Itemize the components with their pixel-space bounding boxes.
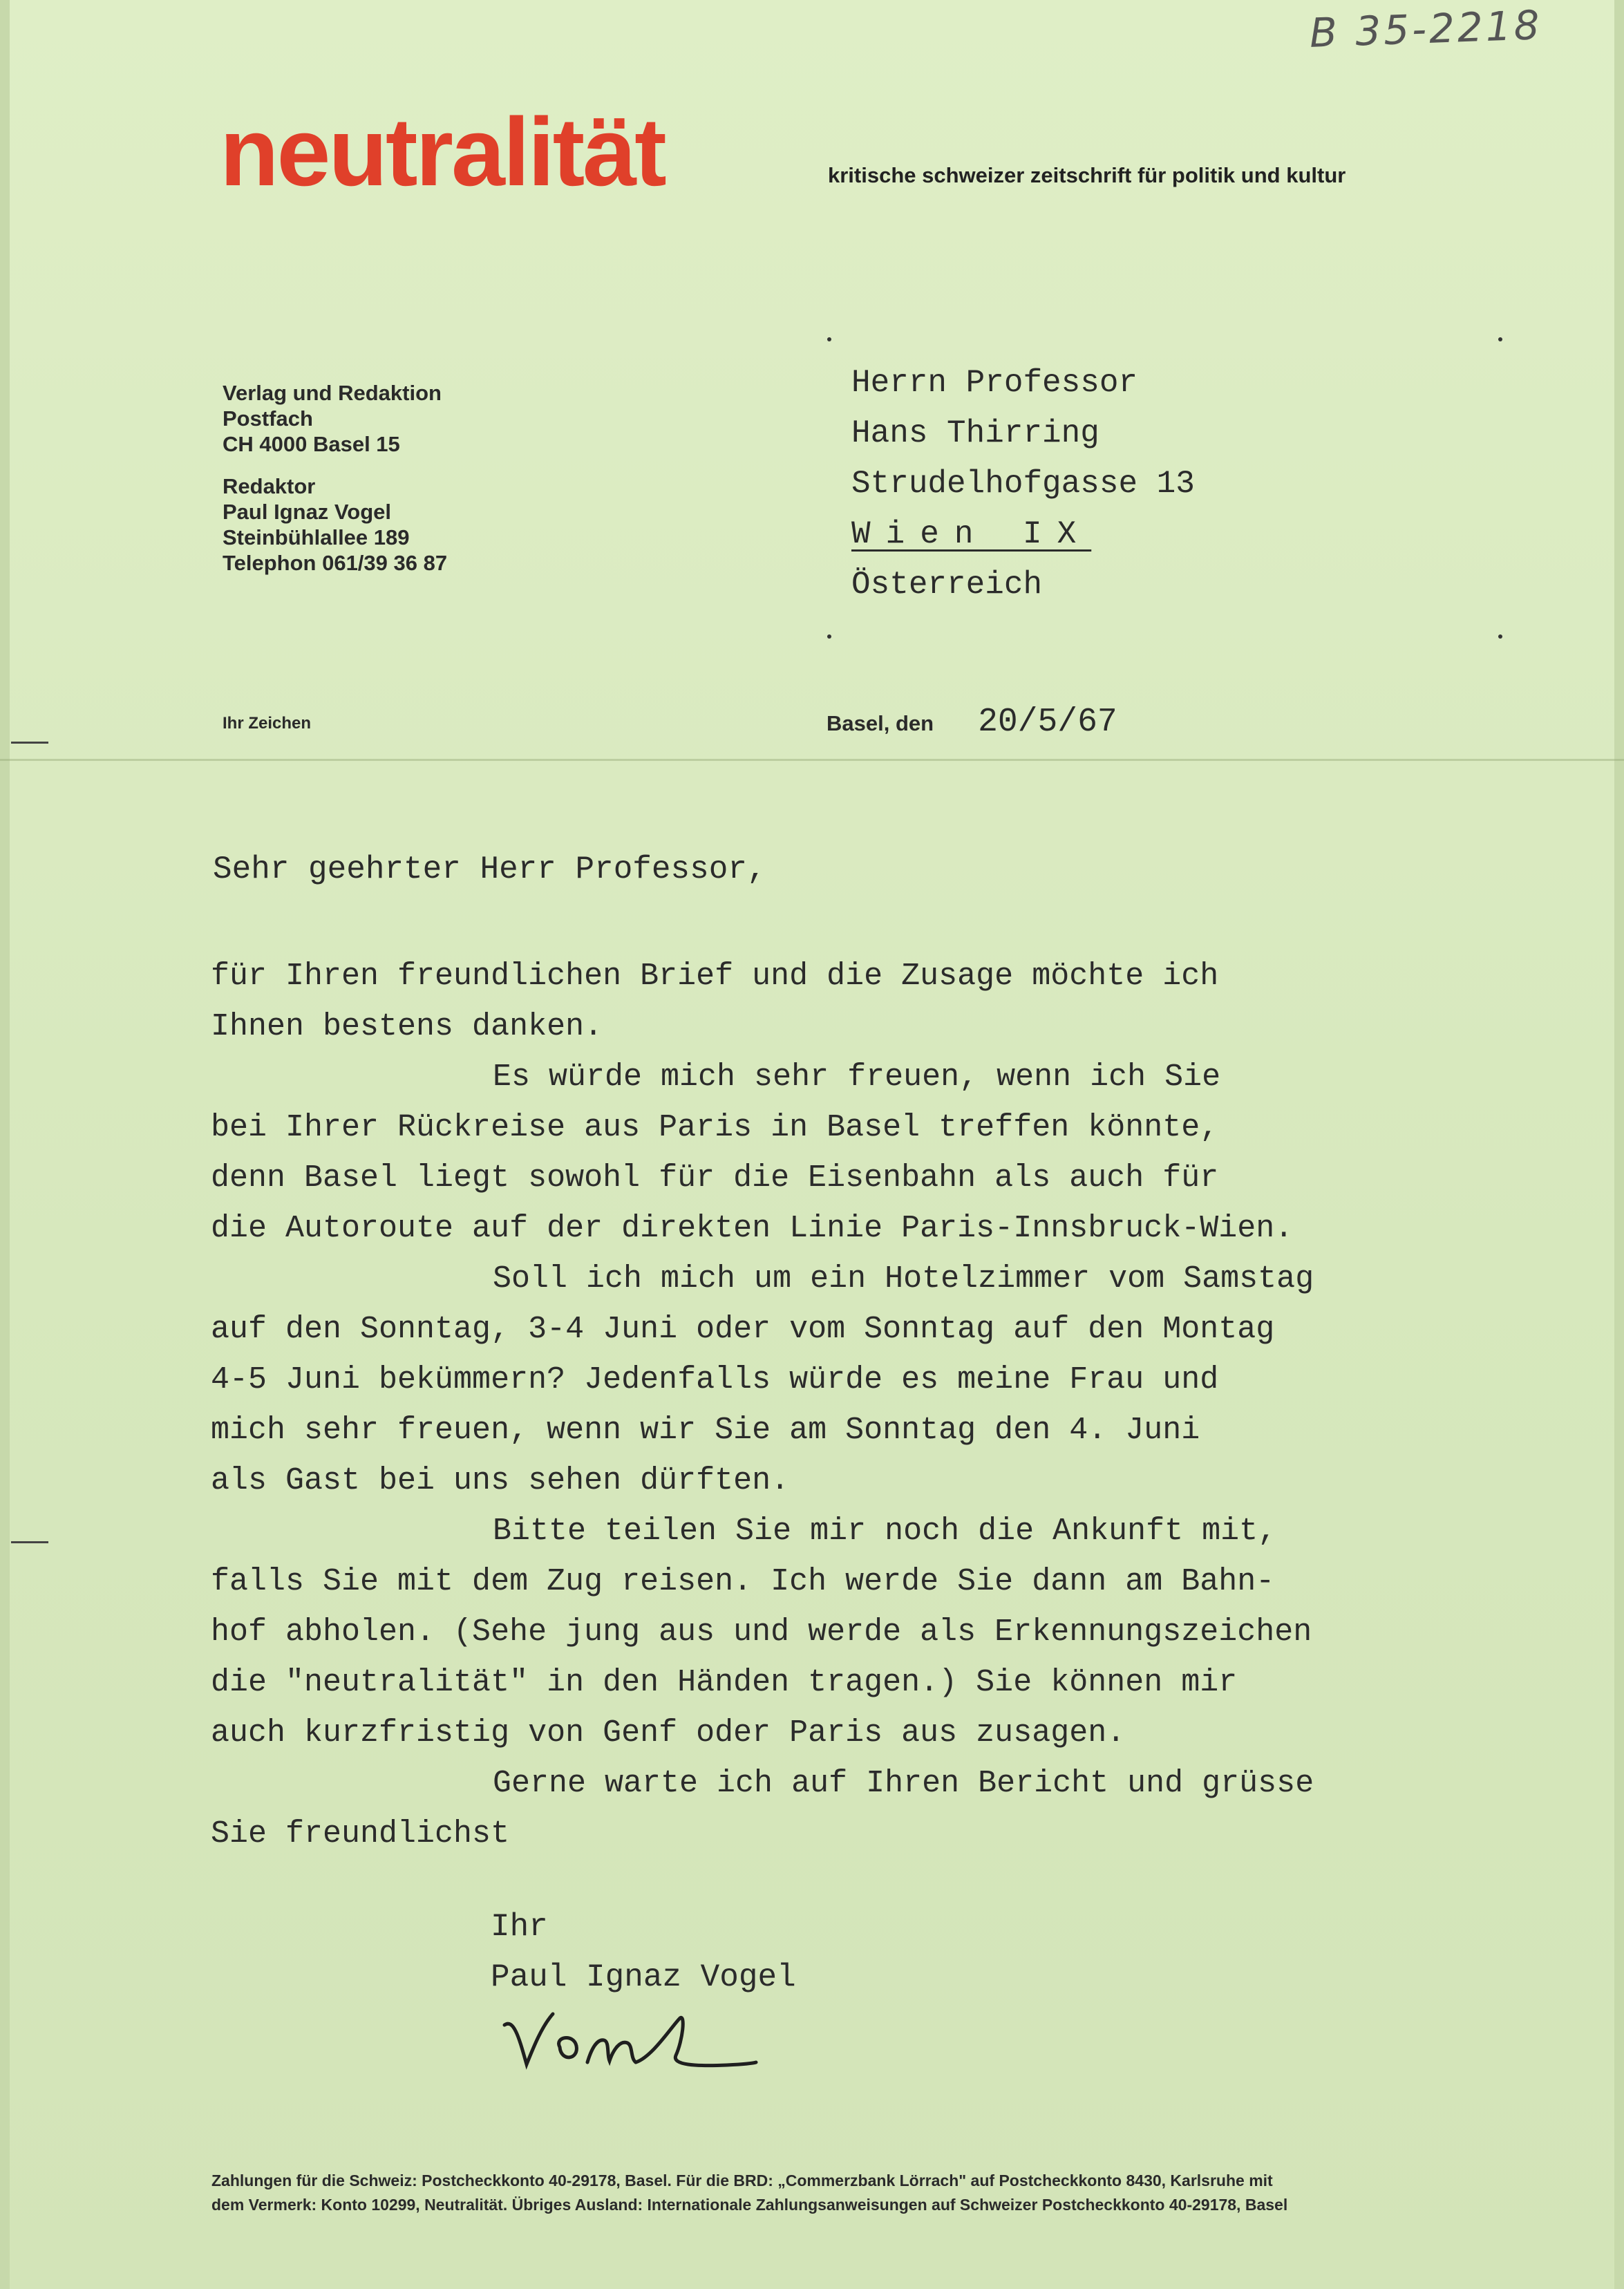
- body-line: Sie freundlichst: [211, 1816, 510, 1852]
- date-label: Basel, den: [827, 711, 934, 735]
- letterhead-logo: neutralität: [220, 97, 665, 206]
- body-line: für Ihren freundlichen Brief und die Zusage möchte ich: [211, 959, 1219, 994]
- letter-date: 20/5/67: [978, 704, 1117, 741]
- letter-body: [211, 951, 1314, 1859]
- recipient-address: [851, 358, 1195, 610]
- editor-line: Redaktor: [223, 474, 316, 498]
- body-line: Ihnen bestens danken.: [211, 1009, 603, 1044]
- fold-mark: [11, 742, 48, 744]
- recipient-line: Hans Thirring: [851, 415, 1099, 451]
- editor-line: Steinbühlallee 189: [223, 525, 410, 549]
- dateline: [827, 704, 1117, 741]
- window-corner-dot: [827, 634, 831, 639]
- publisher-address: [223, 380, 442, 457]
- recipient-line: Strudelhofgasse 13: [851, 466, 1195, 502]
- closing-block: [491, 1902, 796, 2003]
- publisher-line: CH 4000 Basel 15: [223, 432, 400, 456]
- recipient-line: Herrn Professor: [851, 365, 1138, 401]
- body-line: Soll ich mich um ein Hotelzimmer vom Samstag: [493, 1261, 1314, 1297]
- window-corner-dot: [827, 337, 831, 341]
- publisher-line: Postfach: [223, 406, 313, 431]
- letterhead-tagline: kritische schweizer zeitschrift für politik und kultur: [828, 163, 1346, 187]
- editor-line: Telephon 061/39 36 87: [223, 551, 448, 575]
- closing-word: Ihr: [491, 1909, 548, 1945]
- body-line: Gerne warte ich auf Ihren Bericht und grüsse: [493, 1766, 1314, 1801]
- body-line: mich sehr freuen, wenn wir Sie am Sonntag den 4. Juni: [211, 1413, 1200, 1448]
- editor-block: [223, 473, 447, 576]
- body-line: Bitte teilen Sie mir noch die Ankunft mit,: [493, 1514, 1277, 1549]
- window-corner-dot: [1498, 337, 1502, 341]
- salutation: Sehr geehrter Herr Professor,: [213, 851, 766, 887]
- body-line: die "neutralität" in den Händen tragen.) Sie können mir: [211, 1665, 1238, 1700]
- recipient-country: Österreich: [851, 567, 1043, 603]
- body-line: die Autoroute auf der direkten Linie Paris-Innsbruck-Wien.: [211, 1211, 1294, 1246]
- paper-edge-right: [1614, 0, 1624, 2289]
- handwritten-signature: [499, 1999, 762, 2089]
- body-line: auf den Sonntag, 3-4 Juni oder vom Sonntag auf den Montag: [211, 1312, 1275, 1347]
- paper-edge-left: [0, 0, 10, 2289]
- footer-line: dem Vermerk: Konto 10299, Neutralität. Übriges Ausland: Internationale Zahlungsanweisungen auf Schweizer Postcheckkonto 40-29178, Basel: [211, 2196, 1288, 2214]
- body-line: bei Ihrer Rückreise aus Paris in Basel treffen könnte,: [211, 1110, 1219, 1145]
- recipient-city: Wien IX: [851, 516, 1092, 552]
- editor-line: Paul Ignaz Vogel: [223, 500, 392, 524]
- punch-mark: [11, 1541, 48, 1543]
- body-line: Es würde mich sehr freuen, wenn ich Sie: [493, 1059, 1221, 1095]
- footer-line: Zahlungen für die Schweiz: Postcheckkonto 40-29178, Basel. Für die BRD: „Commerzbank Lörrach" auf Postcheckkonto 8430, Karlsruhe mit: [211, 2172, 1273, 2189]
- body-line: hof abholen. (Sehe jung aus und werde als Erkennungszeichen: [211, 1614, 1312, 1650]
- body-line: auch kurzfristig von Genf oder Paris aus zusagen.: [211, 1715, 1126, 1751]
- paper-fold: [0, 759, 1624, 761]
- sender-name: Paul Ignaz Vogel: [491, 1959, 796, 1995]
- body-line: 4-5 Juni bekümmern? Jedenfalls würde es meine Frau und: [211, 1362, 1219, 1397]
- window-corner-dot: [1498, 634, 1502, 639]
- publisher-line: Verlag und Redaktion: [223, 381, 442, 405]
- body-line: denn Basel liegt sowohl für die Eisenbahn als auch für: [211, 1160, 1219, 1196]
- body-line: falls Sie mit dem Zug reisen. Ich werde Sie dann am Bahn-: [211, 1564, 1275, 1599]
- body-line: als Gast bei uns sehen dürften.: [211, 1463, 790, 1498]
- payment-footer: [211, 2169, 1518, 2217]
- reference-label: Ihr Zeichen: [223, 714, 312, 733]
- archive-number: B 35-2218: [1308, 1, 1543, 57]
